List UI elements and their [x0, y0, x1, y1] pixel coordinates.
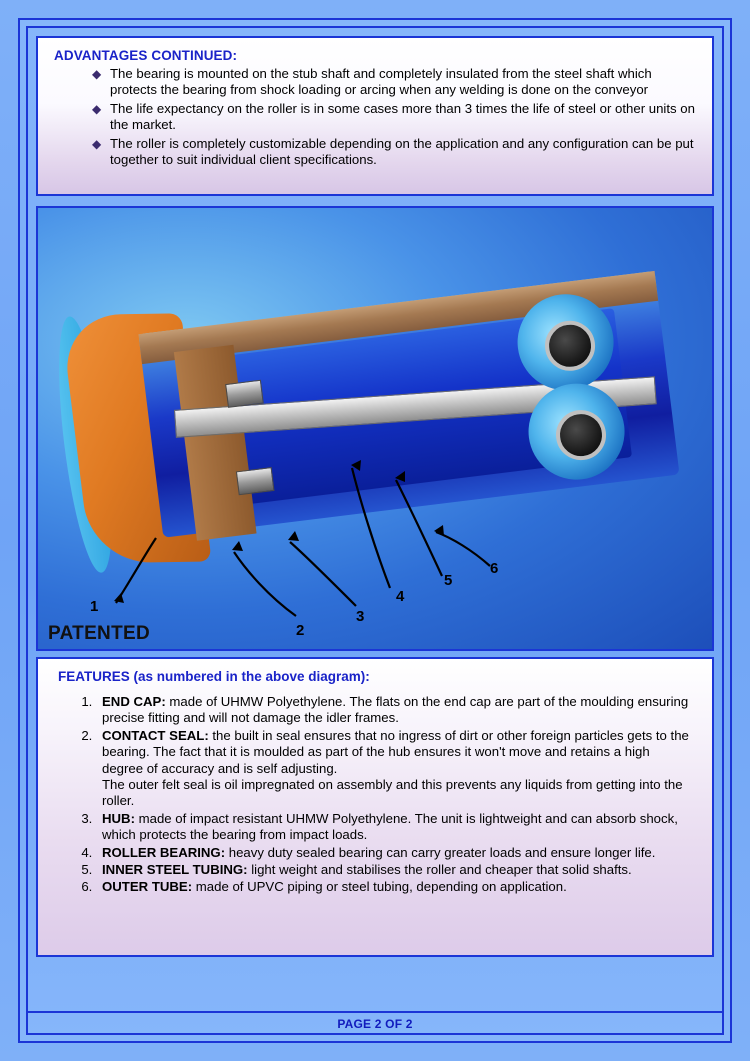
callout-leader-lines — [38, 208, 714, 651]
list-item — [96, 811, 694, 844]
advantage-text: The roller is completely customizable depending on the application and any configuration can be put together to suit individual client specifications. — [110, 135, 694, 168]
roller-cutaway-diagram — [36, 206, 714, 651]
features-title: FEATURES (as numbered in the above diagram): — [58, 669, 370, 684]
callout-1: 1 — [90, 598, 99, 615]
feature-term: CONTACT SEAL: — [102, 727, 209, 743]
advantage-text: The bearing is mounted on the stub shaft and completely insulated from the steel shaft which protects the bearing from shock loading or arcing when any welding is done on the conveyor — [110, 66, 652, 98]
list-item — [96, 728, 694, 810]
diamond-bullet-icon: ◆ — [92, 136, 102, 151]
list-item — [92, 136, 702, 169]
page-footer — [26, 1011, 724, 1035]
feature-text: light weight and stabilises the roller and cheaper that solid shafts. — [247, 862, 632, 878]
callout-4: 4 — [396, 588, 405, 605]
list-item — [96, 879, 694, 895]
feature-text: made of UHMW Polyethylene. The flats on the end cap are part of the moulding ensuring precise fitting and will not damage the idler frames. — [102, 694, 689, 726]
patented-label: PATENTED — [48, 623, 150, 644]
diamond-bullet-icon: ◆ — [92, 101, 102, 116]
callout-3: 3 — [356, 608, 365, 625]
features-panel — [36, 657, 714, 957]
diamond-bullet-icon: ◆ — [92, 67, 102, 81]
callout-5: 5 — [444, 572, 453, 589]
features-list — [50, 694, 702, 896]
advantages-title: ADVANTAGES CONTINUED: — [54, 48, 238, 63]
callout-2: 2 — [296, 622, 305, 639]
list-item — [96, 845, 694, 861]
callout-6: 6 — [490, 560, 499, 577]
feature-term: OUTER TUBE: — [102, 879, 193, 895]
feature-text: made of impact resistant UHMW Polyethylene. The unit is lightweight and can absorb shock, which protects the bearing from impact loads. — [102, 810, 678, 843]
list-item — [92, 66, 702, 99]
feature-term: HUB: — [102, 810, 135, 826]
advantage-text: The life expectancy on the roller is in some cases more than 3 times the life of steel or other units on the market. — [110, 100, 695, 133]
feature-text: the built in seal ensures that no ingress of dirt or other foreign particles gets to the bearing. The fact that it is moulded as part of the hub ensures it won't move and retains a high degree of accuracy and is self adjusting. — [102, 727, 689, 776]
feature-term: END CAP: — [102, 694, 166, 709]
diagram-background — [38, 208, 712, 649]
feature-text: heavy duty sealed bearing can carry greater loads and ensure longer life. — [225, 844, 656, 860]
page-number-label: PAGE 2 OF 2 — [337, 1017, 413, 1031]
feature-text: made of UPVC piping or steel tubing, depending on application. — [192, 879, 567, 895]
advantages-list — [50, 66, 702, 168]
list-item — [92, 101, 702, 134]
feature-extra-text: The outer felt seal is oil impregnated on assembly and this prevents any liquids from getting into the roller. — [102, 777, 683, 809]
advantages-panel — [36, 36, 714, 196]
list-item — [96, 862, 694, 878]
list-item — [96, 694, 694, 727]
feature-term: ROLLER BEARING: — [102, 844, 226, 860]
feature-term: INNER STEEL TUBING: — [102, 862, 248, 878]
